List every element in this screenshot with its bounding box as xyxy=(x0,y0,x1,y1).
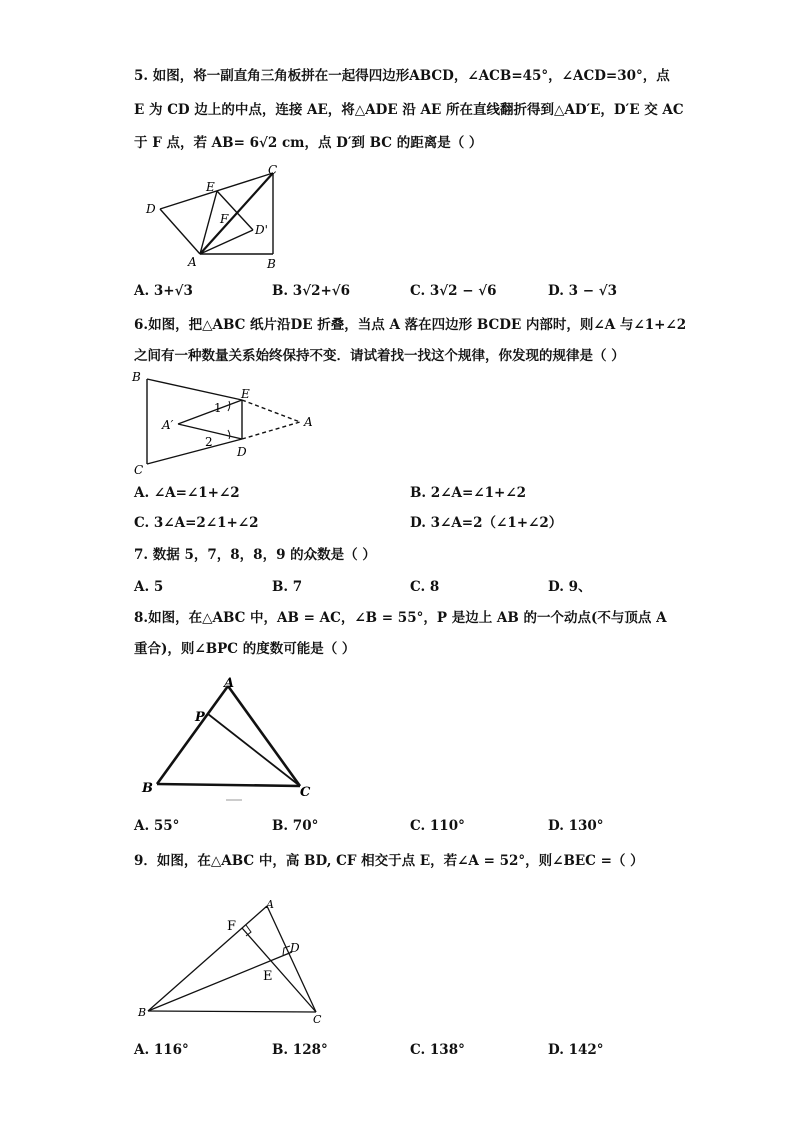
q5-label-a: A xyxy=(188,255,197,269)
q6-option-a[interactable]: A. ∠A=∠1+∠2 xyxy=(134,485,240,501)
q9-option-c[interactable]: C. 138° xyxy=(410,1042,465,1058)
q8-option-a[interactable]: A. 55° xyxy=(134,818,180,834)
q8-option-b[interactable]: B. 70° xyxy=(272,818,319,834)
q7-option-a[interactable]: A. 5 xyxy=(134,579,164,595)
q7-option-d[interactable]: D. 9、 xyxy=(548,579,592,595)
q8-label-p: P xyxy=(195,710,205,725)
q9-option-a[interactable]: A. 116° xyxy=(134,1042,189,1058)
q6-label-a-prime: A′ xyxy=(162,418,174,432)
q5-option-d[interactable]: D. 3 − √3 xyxy=(548,283,617,299)
q8-label-a: A xyxy=(224,676,235,691)
q6-label-b: B xyxy=(132,370,141,384)
q6-option-d[interactable]: D. 3∠A=2（∠1+∠2） xyxy=(410,515,563,531)
q6-label-angle1: 1 xyxy=(214,401,222,415)
q5-text-line2: E 为 CD 边上的中点，连接 AE，将△ADE 沿 AE 所在直线翻折得到△AD′E，D′E 交 AC xyxy=(134,102,684,118)
q8-text-line1: 8.如图，在△ABC 中，AB = AC，∠B = 55°，P 是边上 AB 的一个动点(不与顶点 A xyxy=(134,610,667,626)
q5-text-line1: 5. 如图，将一副直角三角板拼在一起得四边形ABCD，∠ACB=45°，∠ACD=30°，点 xyxy=(134,68,670,84)
q6-label-c: C xyxy=(134,463,144,477)
q9-label-c: C xyxy=(313,1013,322,1026)
q6-option-c[interactable]: C. 3∠A=2∠1+∠2 xyxy=(134,515,259,531)
q9-figure xyxy=(134,892,334,1028)
q9-label-a: A xyxy=(266,898,274,911)
q9-label-d: D xyxy=(290,941,300,955)
q9-label-f: F xyxy=(227,919,237,934)
q9-label-b: B xyxy=(138,1006,147,1019)
q5-label-d-prime: D' xyxy=(255,223,268,237)
q6-label-d: D xyxy=(237,445,247,459)
q5-label-f: F xyxy=(220,212,229,226)
q8-figure xyxy=(138,672,318,804)
q6-text-line1: 6.如图，把△ABC 纸片沿DE 折叠，当点 A 落在四边形 BCDE 内部时，则∠A 与∠1+∠2 xyxy=(134,317,687,333)
q7-option-b[interactable]: B. 7 xyxy=(272,579,303,595)
q9-option-b[interactable]: B. 128° xyxy=(272,1042,328,1058)
q8-label-b: B xyxy=(142,781,153,796)
q5-text-line3: 于 F 点，若 AB= 6√2 cm，点 D′到 BC 的距离是（ ） xyxy=(134,135,483,151)
q5-label-d: D xyxy=(146,202,156,216)
q5-option-c[interactable]: C. 3√2 − √6 xyxy=(410,283,497,299)
q5-label-c: C xyxy=(268,163,278,177)
q5-label-e: E xyxy=(206,180,215,194)
q8-text-line2: 重合)，则∠BPC 的度数可能是（ ） xyxy=(134,641,356,657)
q7-text-line1: 7. 数据 5，7，8，8，9 的众数是（ ） xyxy=(134,547,376,563)
q6-label-e: E xyxy=(241,387,250,401)
q6-label-angle2: 2 xyxy=(205,435,213,449)
q5-label-b: B xyxy=(267,257,276,271)
q8-label-c: C xyxy=(300,785,311,800)
q8-option-c[interactable]: C. 110° xyxy=(410,818,465,834)
q6-text-line2: 之间有一种数量关系始终保持不变．请试着找一找这个规律，你发现的规律是（ ） xyxy=(134,348,625,364)
q5-option-b[interactable]: B. 3√2+√6 xyxy=(272,283,351,299)
q6-option-b[interactable]: B. 2∠A=∠1+∠2 xyxy=(410,485,527,501)
q7-option-c[interactable]: C. 8 xyxy=(410,579,440,595)
q9-option-d[interactable]: D. 142° xyxy=(548,1042,604,1058)
q5-option-a[interactable]: A. 3+√3 xyxy=(134,283,193,299)
q5-figure xyxy=(140,160,300,272)
q6-figure xyxy=(128,366,328,478)
q9-text-line1: 9．如图，在△ABC 中，高 BD, CF 相交于点 E，若∠A = 52°，则∠BEC =（ ） xyxy=(134,853,644,869)
q8-option-d[interactable]: D. 130° xyxy=(548,818,604,834)
q6-label-a: A xyxy=(304,415,313,429)
q9-label-e: E xyxy=(263,969,273,984)
